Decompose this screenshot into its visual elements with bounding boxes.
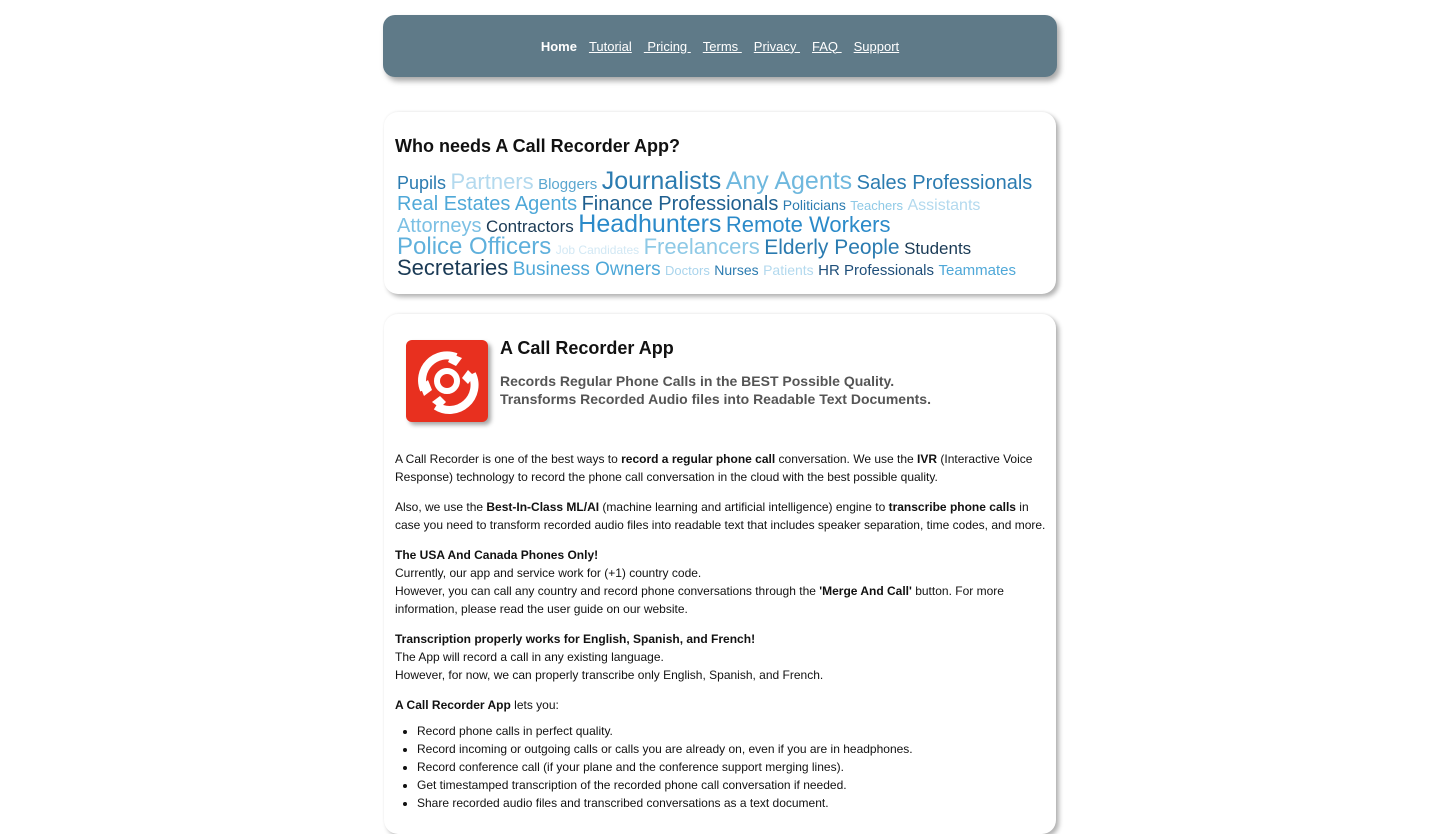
text: conversation. We use the: [775, 452, 918, 466]
cloud-word: Politicians: [782, 196, 846, 213]
bold-text: Best-In-Class ML/AI: [486, 500, 600, 514]
list-item: • Record conference call (if your plane and the conference support merging lines).: [417, 758, 1050, 776]
list-item: • Share recorded audio files and transcribed conversations as a text document.: [417, 794, 1050, 812]
who-needs-title: Who needs A Call Recorder App?: [395, 136, 681, 156]
text: button. For more information, please read the user guide on our website.: [395, 584, 1004, 616]
language-paragraph: [395, 630, 1050, 684]
intro-paragraph: [395, 450, 1050, 486]
app-info-card: [384, 314, 1056, 834]
cloud-word: Elderly People: [764, 235, 900, 259]
nav-faq-link[interactable]: FAQ: [812, 38, 842, 54]
cloud-word: Freelancers: [643, 233, 760, 259]
cloud-word: Remote Workers: [725, 212, 891, 237]
text: A Call Recorder is one of the best ways to: [395, 452, 622, 466]
nav-pricing-link[interactable]: Pricing: [643, 38, 691, 54]
cloud-word: Sales Professionals: [856, 172, 1033, 194]
cloud-word: Nurses: [714, 262, 759, 278]
ai-paragraph: [395, 498, 1050, 534]
cloud-word: Students: [904, 238, 972, 258]
cloud-word: Business Owners: [512, 259, 661, 280]
cloud-word: Secretaries: [397, 255, 509, 280]
app-logo-icon: [406, 340, 488, 422]
cloud-word: Finance Professionals: [581, 192, 779, 215]
cloud-word: Police Officers: [397, 232, 552, 260]
top-nav: [383, 15, 1057, 77]
country-heading: The USA And Canada Phones Only!: [395, 548, 599, 562]
tagline-line-1: Records Regular Phone Calls in the BEST Possible Quality.: [500, 373, 895, 389]
nav-home-link[interactable]: Home: [540, 38, 577, 54]
text: in case you need to transform recorded audio files into readable text that includes speaker separation, time codes, and more.: [395, 500, 1046, 532]
nav-privacy-link[interactable]: Privacy: [753, 38, 801, 54]
tagline-line-2: Transforms Recorded Audio files into Readable Text Documents.: [500, 391, 931, 407]
bold-text: IVR: [917, 452, 938, 466]
cloud-word: Contractors: [485, 217, 574, 236]
features-list: [395, 722, 1050, 812]
cloud-word: Attorneys: [397, 215, 482, 237]
cloud-word: Journalists: [601, 167, 722, 195]
cloud-word: Job Candidates: [555, 242, 640, 257]
who-needs-card: [384, 112, 1056, 294]
text: However, you can call any country and record phone conversations through the: [395, 584, 820, 598]
cloud-word: Headhunters: [578, 210, 722, 238]
list-item: • Record phone calls in perfect quality.: [417, 722, 1050, 740]
text: (machine learning and artificial intelligence) engine to: [599, 500, 889, 514]
nav-support-link[interactable]: Support: [853, 38, 900, 54]
language-heading: Transcription properly works for English, Spanish, and French!: [395, 632, 756, 646]
cloud-word: Patients: [763, 262, 814, 278]
word-cloud: [397, 167, 1037, 281]
nav-terms-link[interactable]: Terms: [702, 38, 742, 54]
features-intro: [395, 696, 1050, 714]
cloud-word: Teachers: [850, 197, 904, 213]
cloud-word: Bloggers: [538, 176, 598, 193]
list-item: • Record incoming or outgoing calls or calls you are already on, even if you are in headphones.: [417, 740, 1050, 758]
cloud-word: Teammates: [938, 262, 1017, 279]
app-title: A Call Recorder App: [500, 338, 674, 358]
bold-text: record a regular phone call: [621, 452, 776, 466]
cloud-word: Partners: [450, 169, 534, 194]
cloud-word: Real Estates Agents: [397, 192, 578, 215]
cloud-word: Doctors: [665, 263, 710, 278]
text: The App will record a call in any existing language.: [395, 650, 664, 664]
text: lets you:: [510, 698, 559, 712]
cloud-word: Any Agents: [725, 167, 853, 195]
text: Also, we use the: [395, 500, 487, 514]
bold-text: A Call Recorder App: [395, 698, 511, 712]
country-paragraph: [395, 546, 1050, 618]
bold-text: 'Merge And Call': [819, 584, 912, 598]
cloud-word: HR Professionals: [818, 262, 935, 279]
nav-tutorial-link[interactable]: Tutorial: [588, 38, 632, 54]
app-tagline: [500, 372, 931, 408]
app-description: [395, 450, 1050, 812]
bold-text: transcribe phone calls: [888, 500, 1016, 514]
cloud-word: Assistants: [907, 196, 981, 214]
text: Currently, our app and service work for (+1) country code.: [395, 566, 702, 580]
text: (Interactive Voice Response) technology to record the phone call conversation in the cloud with the best possible quality.: [395, 452, 1033, 484]
list-item: • Get timestamped transcription of the recorded phone call conversation if needed.: [417, 776, 1050, 794]
text: However, for now, we can properly transcribe only English, Spanish, and French.: [395, 668, 824, 682]
cloud-word: Pupils: [397, 173, 447, 193]
